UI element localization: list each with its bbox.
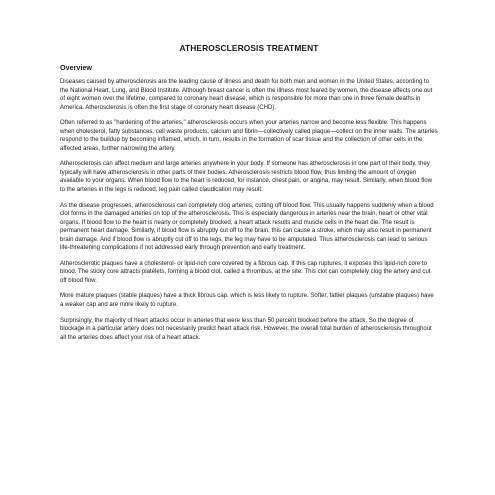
paragraph: More mature plaques (stable plaques) have a thick fibrous cap, which is less likely to rupture. Softer, fattier plaques (unstable plaques) have a weaker cap and are more likely to rupture. bbox=[60, 293, 434, 309]
paragraph: Surprisingly, the majority of heart attacks occur in arteries that were less than 50 percent blocked before the attack. So the degree of blockage in a particular artery does not necessarily predict heart attack risk. However, the overall total burden of atherosclerosis throughout all the arteries does affect your risk of a heart attack. bbox=[60, 317, 432, 341]
paragraph: Diseases caused by atherosclerosis are the leading cause of illness and death for both men and women in the United States, according to the National Heart, Lung, and Blood Institute. Although breast cancer is often the illness most feared by women, the disease affects one out of eight women over the lifetime, compared to coronary heart disease, which is responsible for more than one in three female deaths in America. Atherosclerosis is often the first stage of coronary heart disease (CHD). bbox=[60, 79, 433, 111]
document-page bbox=[60, 43, 438, 349]
paragraph: Often referred to as "hardening of the arteries," atherosclerosis occurs when your arteries narrow and become less flexible. This happens when cholesterol, fatty substances, cell waste products, calcium and fibrin—collectively called plaque—collect on the inner walls. The arteries respond to the buildup by becoming inflamed, which, in turn, results in the formation of scar tissue and the collection of other cells in the affected areas, further narrowing the artery. bbox=[60, 120, 438, 152]
paragraph: Atherosclerotic plaques have a cholesterol- or lipid-rich core covered by a fibrous cap. If this cap ruptures, it exposes this lipid-rich core to blood. The sticky core attracts platelets, forming a blood clot, called a thrombus, at the site. This clot can completely clog the artery and cut off blood flow. bbox=[60, 260, 431, 284]
paragraph: Atherosclerosis can affect medium and large arteries anywhere in your body. If someone has atherosclerosis in one part of their body, they typically will have atherosclerosis in other parts of their bodies. Atherosclerosis restricts blood flow, thus limiting the amount of oxygen available to your organs. When blood flow to the heart is reduced, for instance, chest pain, or angina, may result. Similarly, when blood flow to the arteries in the legs is reduced, leg pain called claudication may result. bbox=[60, 161, 432, 194]
section-heading-overview: Overview bbox=[60, 63, 92, 72]
paragraph: As the disease progresses, atherosclerosis can completely clog arteries, cutting off blood flow. This usually happens suddenly when a blood clot forms in the damaged arteries on top of the atherosclerosis. This is especially dangerous in arteries near the brain, heart or other vital organs. If blood flow to the heart is nearly or completely blocked, a heart attack results and muscle cells in the heart die. The result is permanent heart damage. Similarly, if blood flow is abruptly cut off to the brain, this can cause a stroke, which may also result in permanent brain damage. And if blood flow is abruptly cut off to the legs, the leg may have to be amputated. Thus atherosclerosis can lead to serious life-threatening complications if not addressed early through prevention and early treatment. bbox=[60, 202, 434, 252]
document-title: ATHEROSCLEROSIS TREATMENT bbox=[179, 43, 319, 53]
